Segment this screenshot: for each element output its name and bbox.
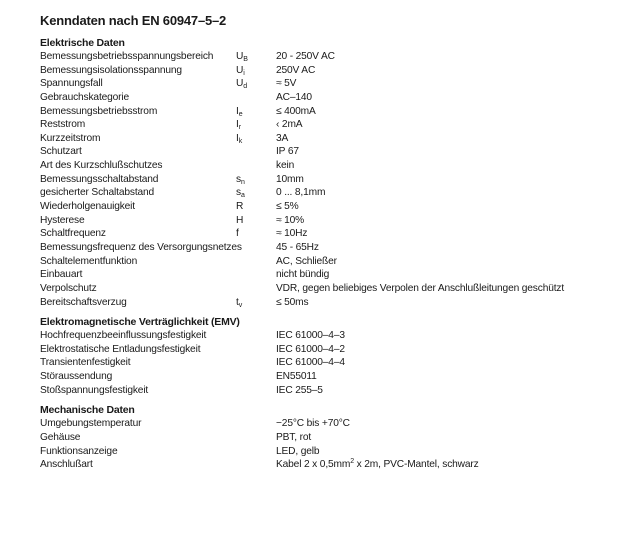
spec-symbol xyxy=(236,200,276,214)
datasheet xyxy=(40,10,620,472)
spec-row xyxy=(40,445,620,459)
value-text: 45 - 65Hz xyxy=(276,241,319,253)
spec-row xyxy=(40,132,620,146)
spec-value xyxy=(276,159,620,173)
value-text: 10mm xyxy=(276,173,304,185)
spec-value xyxy=(276,370,620,384)
spec-symbol xyxy=(236,458,276,472)
spec-row xyxy=(40,296,620,310)
spec-symbol xyxy=(236,214,276,228)
spec-label: Bemessungsisolationsspannung xyxy=(40,64,182,76)
spec-symbol xyxy=(236,417,276,431)
spec-label: Anschlußart xyxy=(40,459,93,471)
spec-label: Wiederholgenauigkeit xyxy=(40,201,135,213)
spec-row xyxy=(40,159,620,173)
spec-row xyxy=(40,91,620,105)
value-text-tail: x 2m, PVC-Mantel, schwarz xyxy=(353,459,479,471)
spec-label: Stoßspannungsfestigkeit xyxy=(40,384,149,396)
spec-symbol xyxy=(236,145,276,159)
spec-value xyxy=(276,458,620,472)
spec-symbol xyxy=(236,159,276,173)
spec-value xyxy=(276,329,620,343)
value-text: ≤ 5% xyxy=(276,201,299,213)
spec-value xyxy=(276,91,620,105)
spec-value xyxy=(276,356,620,370)
spec-symbol xyxy=(236,173,276,187)
symbol-subscript: n xyxy=(240,178,245,186)
symbol-letter: U xyxy=(236,78,244,90)
spec-symbol xyxy=(236,105,276,119)
value-text: IP 67 xyxy=(276,146,299,158)
spec-symbol xyxy=(236,343,276,357)
spec-label: Störaussendung xyxy=(40,371,113,383)
row-list xyxy=(40,50,620,309)
spec-label: Schaltelementfunktion xyxy=(40,255,138,267)
symbol-letter: U xyxy=(236,64,244,76)
spec-symbol xyxy=(236,227,276,241)
spec-value xyxy=(276,296,620,310)
value-text: Kabel 2 x 0,5mm xyxy=(276,459,351,471)
spec-label: Bemessungsbetriebsstrom xyxy=(40,105,158,117)
spec-symbol xyxy=(236,329,276,343)
spec-value xyxy=(276,282,620,296)
spec-value xyxy=(276,227,620,241)
symbol-letter: I xyxy=(236,119,239,131)
spec-symbol xyxy=(236,356,276,370)
spec-symbol xyxy=(236,431,276,445)
value-text: IEC 61000–4–2 xyxy=(276,343,345,355)
value-text: EN55011 xyxy=(276,371,317,383)
section-title: Elektrische Daten xyxy=(40,37,125,49)
symbol-letter: s xyxy=(236,187,241,199)
value-text: ≤ 50ms xyxy=(276,296,309,308)
value-text: ≤ 400mA xyxy=(276,105,316,117)
spec-row xyxy=(40,241,620,255)
spec-symbol xyxy=(236,282,276,296)
spec-value xyxy=(276,77,620,91)
spec-label: Schutzart xyxy=(40,146,82,158)
spec-value xyxy=(276,132,620,146)
value-superscript: 2 xyxy=(350,458,354,466)
value-text: ≈ 5V xyxy=(276,78,297,90)
symbol-subscript: i xyxy=(243,69,245,77)
spec-row xyxy=(40,384,620,398)
spec-label: Verpolschutz xyxy=(40,282,97,294)
spec-label: Funktionsanzeige xyxy=(40,445,118,457)
value-text: 3A xyxy=(276,132,289,144)
symbol-subscript: d xyxy=(243,83,247,91)
spec-value xyxy=(276,417,620,431)
spec-value xyxy=(276,445,620,459)
spec-symbol xyxy=(236,132,276,146)
spec-value xyxy=(276,343,620,357)
value-text: ≈ 10% xyxy=(276,214,305,226)
value-text: AC–140 xyxy=(276,91,312,103)
spec-symbol xyxy=(236,255,276,269)
spec-row xyxy=(40,431,620,445)
section-electrical-data xyxy=(40,36,620,309)
spec-row xyxy=(40,329,620,343)
spec-label: Bemessungsfrequenz des Versorgungsnetzes xyxy=(40,241,242,253)
spec-symbol xyxy=(236,50,276,64)
spec-symbol xyxy=(236,384,276,398)
spec-label: Kurzzeitstrom xyxy=(40,132,101,144)
symbol-subscript: k xyxy=(238,137,243,145)
value-text: −25°C bis +70°C xyxy=(276,418,350,430)
spec-symbol xyxy=(236,64,276,78)
spec-value xyxy=(276,200,620,214)
value-text: VDR, gegen beliebiges Verpolen der Anschlußleitungen geschützt xyxy=(276,282,565,294)
spec-label: Reststrom xyxy=(40,119,86,131)
spec-value xyxy=(276,255,620,269)
spec-symbol xyxy=(236,370,276,384)
spec-symbol xyxy=(236,296,276,310)
spec-row xyxy=(40,50,620,64)
value-text: ‹ 2mA xyxy=(276,119,303,131)
symbol-letter: f xyxy=(236,228,239,240)
spec-label: Bemessungsbetriebsspannungsbereich xyxy=(40,51,214,62)
symbol-letter: s xyxy=(236,173,241,185)
spec-value xyxy=(276,431,620,445)
value-text: kein xyxy=(276,160,295,172)
symbol-letter: R xyxy=(236,201,244,213)
spec-label: Gebrauchskategorie xyxy=(40,91,130,103)
spec-label: Bemessungsschaltabstand xyxy=(40,173,159,185)
spec-symbol xyxy=(236,268,276,282)
spec-value xyxy=(276,64,620,78)
row-list xyxy=(40,329,620,397)
spec-symbol xyxy=(236,445,276,459)
spec-label: Schaltfrequenz xyxy=(40,228,106,240)
spec-row xyxy=(40,370,620,384)
spec-value xyxy=(276,241,620,255)
spec-symbol xyxy=(236,77,276,91)
value-text: 20 - 250V AC xyxy=(276,51,335,62)
spec-row xyxy=(40,255,620,269)
spec-row xyxy=(40,77,620,91)
spec-value xyxy=(276,105,620,119)
spec-value xyxy=(276,118,620,132)
spec-label: Gehäuse xyxy=(40,432,81,444)
spec-label: Bereitschaftsverzug xyxy=(40,296,127,308)
spec-label: gesicherter Schaltabstand xyxy=(40,187,155,199)
spec-label: Transientenfestigkeit xyxy=(40,357,131,369)
spec-row xyxy=(40,186,620,200)
symbol-subscript: a xyxy=(240,192,245,200)
spec-value xyxy=(276,173,620,187)
spec-label: Umgebungstemperatur xyxy=(40,418,142,430)
spec-value xyxy=(276,50,620,64)
symbol-letter: U xyxy=(236,51,244,62)
section-mechanical-data xyxy=(40,403,620,472)
spec-value xyxy=(276,145,620,159)
spec-row xyxy=(40,105,620,119)
spec-row xyxy=(40,214,620,228)
spec-value xyxy=(276,214,620,228)
spec-label: Hysterese xyxy=(40,214,85,226)
value-text: ≈ 10Hz xyxy=(276,228,308,240)
value-text: AC, Schließer xyxy=(276,255,337,267)
value-text: IEC 61000–4–3 xyxy=(276,330,345,342)
value-text: LED, gelb xyxy=(276,445,320,457)
symbol-letter: t xyxy=(236,296,239,308)
spec-row xyxy=(40,356,620,370)
section-title: Mechanische Daten xyxy=(40,404,135,417)
symbol-subscript: e xyxy=(238,110,243,118)
symbol-subscript: B xyxy=(243,56,248,63)
spec-row xyxy=(40,227,620,241)
spec-symbol xyxy=(236,118,276,132)
document-title: Kenndaten nach EN 60947–5–2 xyxy=(40,13,227,28)
spec-row xyxy=(40,417,620,431)
spec-symbol xyxy=(236,186,276,200)
spec-row xyxy=(40,118,620,132)
section-emc xyxy=(40,315,620,397)
value-text: 0 ... 8,1mm xyxy=(276,187,326,199)
value-text: nicht bündig xyxy=(276,269,330,281)
symbol-letter: I xyxy=(236,105,239,117)
spec-label: Spannungsfall xyxy=(40,78,103,90)
symbol-letter: I xyxy=(236,132,239,144)
spec-label: Hochfrequenzbeeinflussungsfestigkeit xyxy=(40,330,207,342)
spec-label: Elektrostatische Entladungsfestigkeit xyxy=(40,343,201,355)
spec-label: Art des Kurzschlußschutzes xyxy=(40,160,163,172)
spec-row xyxy=(40,145,620,159)
value-text: PBT, rot xyxy=(276,432,312,444)
spec-row xyxy=(40,458,620,472)
spec-row xyxy=(40,268,620,282)
spec-value xyxy=(276,186,620,200)
value-text: IEC 255–5 xyxy=(276,384,323,396)
spec-row xyxy=(40,173,620,187)
spec-symbol xyxy=(236,91,276,105)
spec-row xyxy=(40,64,620,78)
spec-value xyxy=(276,384,620,398)
symbol-subscript: r xyxy=(238,124,241,132)
spec-symbol xyxy=(236,241,276,255)
spec-row xyxy=(40,282,620,296)
value-text: IEC 61000–4–4 xyxy=(276,357,345,369)
section-title: Elektromagnetische Verträglichkeit (EMV) xyxy=(40,316,240,329)
spec-row xyxy=(40,200,620,214)
value-text: 250V AC xyxy=(276,64,316,76)
row-list xyxy=(40,417,620,472)
spec-value xyxy=(276,268,620,282)
symbol-letter: H xyxy=(236,214,244,226)
spec-label: Einbauart xyxy=(40,269,83,281)
spec-row xyxy=(40,343,620,357)
symbol-subscript: v xyxy=(238,301,243,309)
